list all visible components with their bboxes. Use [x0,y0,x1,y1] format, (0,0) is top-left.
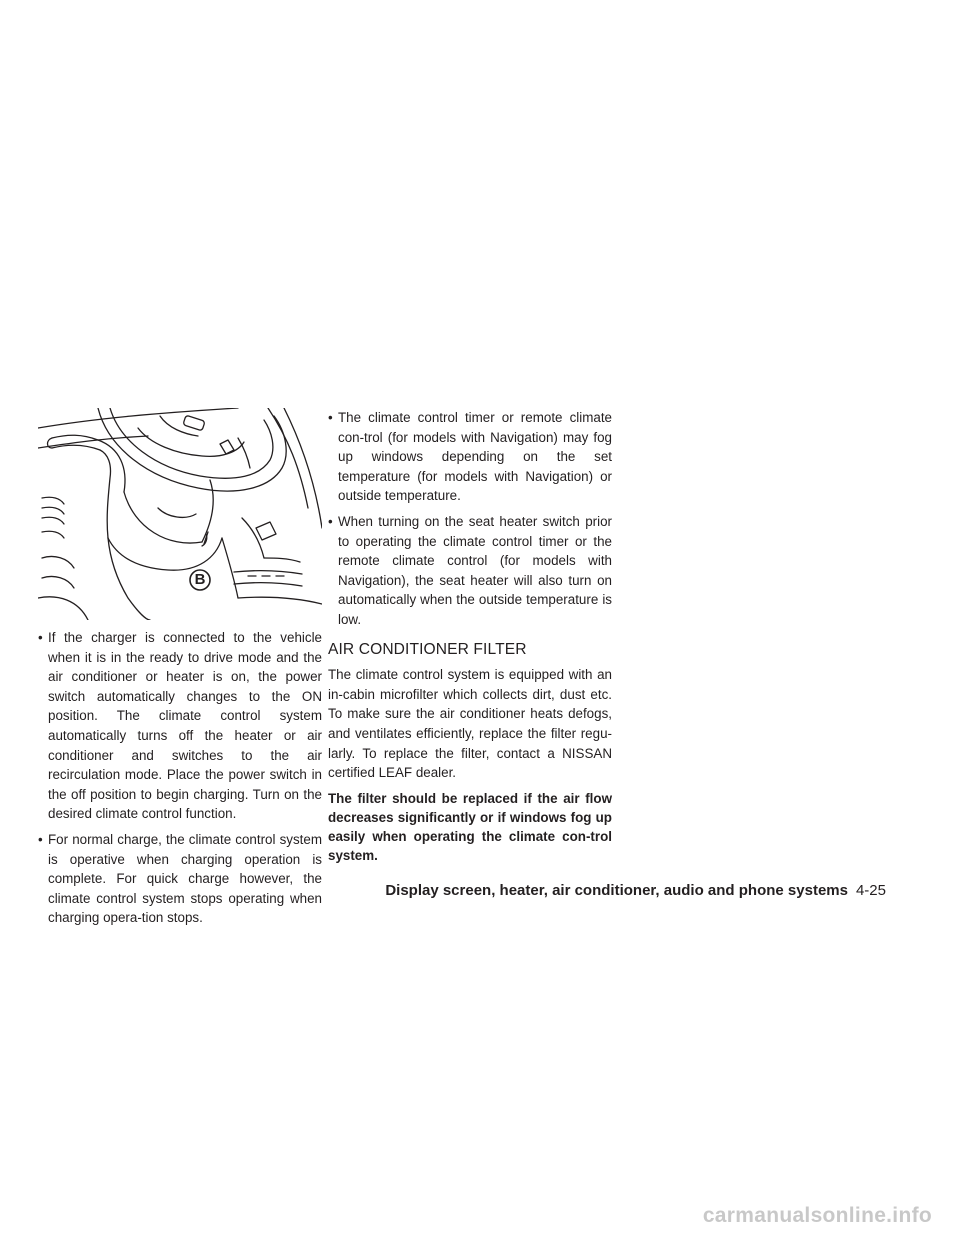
left-column [38,628,322,934]
section-heading: AIR CONDITIONER FILTER [328,640,527,658]
list-item: • When turning on the seat heater switch prior to operating the climate control timer or the remote climate control (for models with Navigation), the seat heater will also turn on automatically when the outside temperature is low. [328,512,612,630]
body-paragraph: The climate control system is equipped with an in-cabin microfilter which collects dirt, dust etc. To make sure the air conditioner heats defogs, and ventilates efficiently, replace the filter regu-larly. To replace the filter, contact a NISSAN certified LEAF dealer. [328,667,612,781]
left-bullet-list [38,628,322,928]
right-column [328,408,612,865]
list-item: • For normal charge, the climate control system is operative when charging operation is complete. For quick charge however, the climate control system stops operating when charging opera-tion stops. [38,830,322,928]
page-footer [385,882,886,899]
list-item: • If the charger is connected to the vehicle when it is in the ready to drive mode and the air conditioner or heater is on, the power switch automatically changes to the ON position. The climate control system automatically turns off the heater or air conditioner and switches to the air recirculation mode. Place the power switch in the off position to begin charging. Turn on the desired climate control function. [38,628,322,824]
page-number: 4-25 [855,882,886,899]
warning-paragraph: The filter should be replaced if the air flow decreases significantly or if windows fog up easily when operating the climate con-trol system. [328,790,612,863]
right-bullet-list [328,408,612,630]
callout-b-label: B [194,571,206,588]
steering-wheel-illustration [38,408,322,620]
list-item: • The climate control timer or remote climate con-trol (for models with Navigation) may fog up windows depending on the set temperature (for models with Navigation) or outside temperature. [328,408,612,506]
watermark: carmanualsonline.info [702,1204,932,1227]
footer-section-title: Display screen, heater, air conditioner, audio and phone systems [385,882,848,899]
